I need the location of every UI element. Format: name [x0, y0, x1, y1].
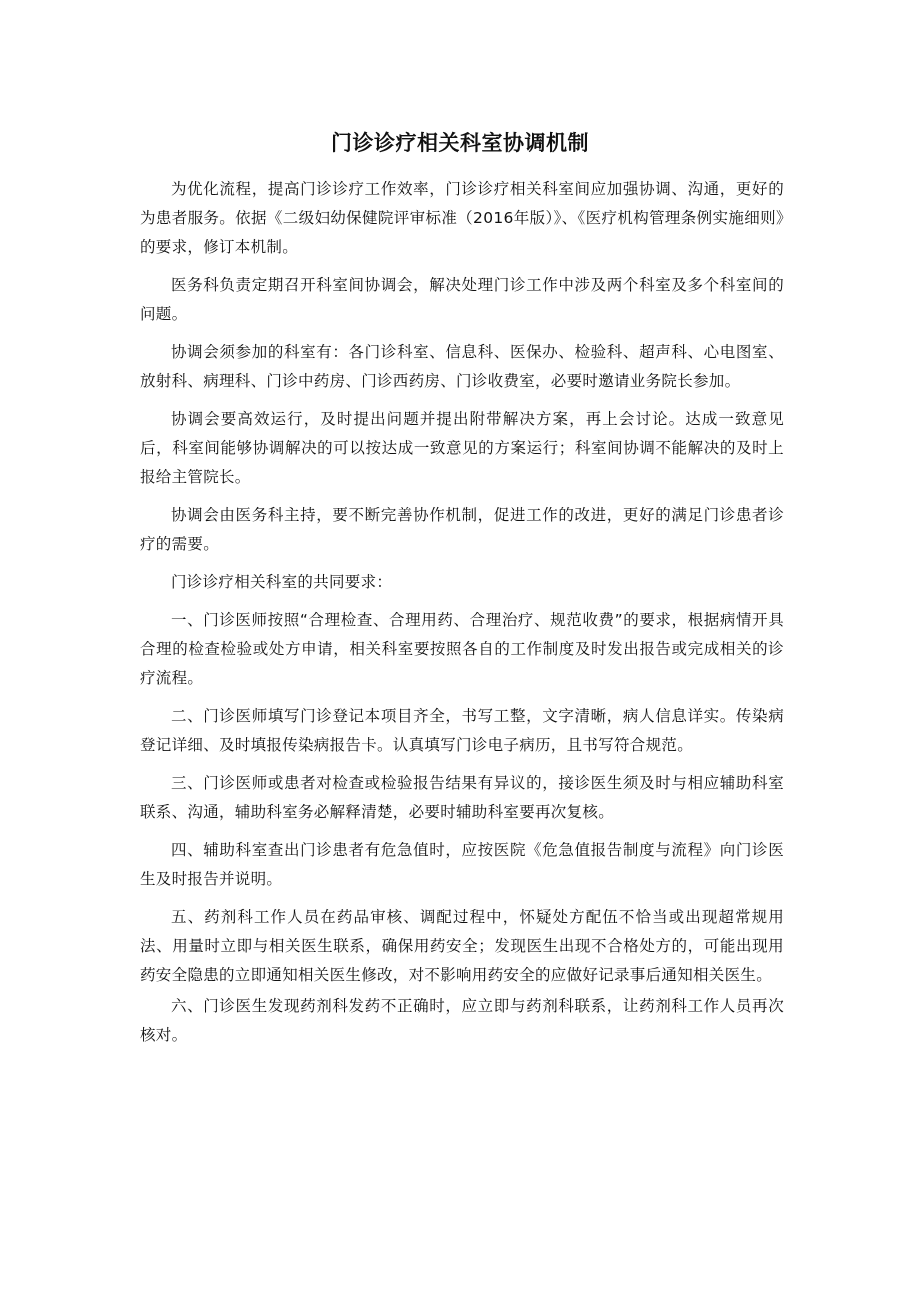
- document-title: 门诊诊疗相关科室协调机制: [331, 131, 589, 155]
- paragraph-efficiency: 协调会要高效运行，及时提出问题并提出附带解决方案，再上会讨论。达成一致意见后，科室间能够协调解决的可以按达成一致意见的方案运行；科室间协调不能解决的及时上报给主管院长。: [140, 410, 784, 486]
- paragraph-common-requirements-heading: 门诊诊疗相关科室的共同要求：: [171, 573, 393, 591]
- paragraph-meeting-organizer: 医务科负责定期召开科室间协调会，解决处理门诊工作中涉及两个科室及多个科室间的问题。: [140, 276, 784, 323]
- paragraph-requirement-4: 四、辅助科室查出门诊患者有危急值时，应按医院《危急值报告制度与流程》向门诊医生及时报告并说明。: [140, 841, 784, 888]
- paragraph-requirement-6: 六、门诊医生发现药剂科发药不正确时，应立即与药剂科联系，让药剂科工作人员再次核对。: [140, 997, 784, 1044]
- paragraph-requirement-2: 二、门诊医师填写门诊登记本项目齐全，书写工整，文字清晰，病人信息详实。传染病登记详细、及时填报传染病报告卡。认真填写门诊电子病历，且书写符合规范。: [140, 707, 784, 754]
- document-body: [140, 175, 784, 1059]
- paragraph-requirement-5: 五、药剂科工作人员在药品审核、调配过程中，怀疑处方配伍不恰当或出现超常规用法、用量时立即与相关医生联系，确保用药安全；发现医生出现不合格处方的，可能出现用药安全隐患的立即通知相关医生修改，对不影响用药安全的应做好记录事后通知相关医生。: [140, 908, 784, 984]
- paragraph-participants: 协调会须参加的科室有：各门诊科室、信息科、医保办、检验科、超声科、心电图室、放射科、病理科、门诊中药房、门诊西药房、门诊收费室，必要时邀请业务院长参加。: [140, 343, 784, 390]
- paragraph-requirement-1: 一、门诊医师按照“合理检查、合理用药、合理治疗、规范收费”的要求，根据病情开具合理的检查检验或处方申请，相关科室要按照各自的工作制度及时发出报告或完成相关的诊疗流程。: [140, 611, 784, 687]
- paragraph-intro: 为优化流程，提高门诊诊疗工作效率，门诊诊疗相关科室间应加强协调、沟通，更好的为患者服务。依据《二级妇幼保健院评审标准（2016年版）》、《医疗机构管理条例实施细则》的要求，修订本机制。: [140, 180, 784, 256]
- paragraph-requirement-3: 三、门诊医师或患者对检查或检验报告结果有异议的，接诊医生须及时与相应辅助科室联系、沟通，辅助科室务必解释清楚，必要时辅助科室要再次复核。: [140, 774, 784, 821]
- paragraph-host: 协调会由医务科主持，要不断完善协作机制，促进工作的改进，更好的满足门诊患者诊疗的需要。: [140, 506, 784, 553]
